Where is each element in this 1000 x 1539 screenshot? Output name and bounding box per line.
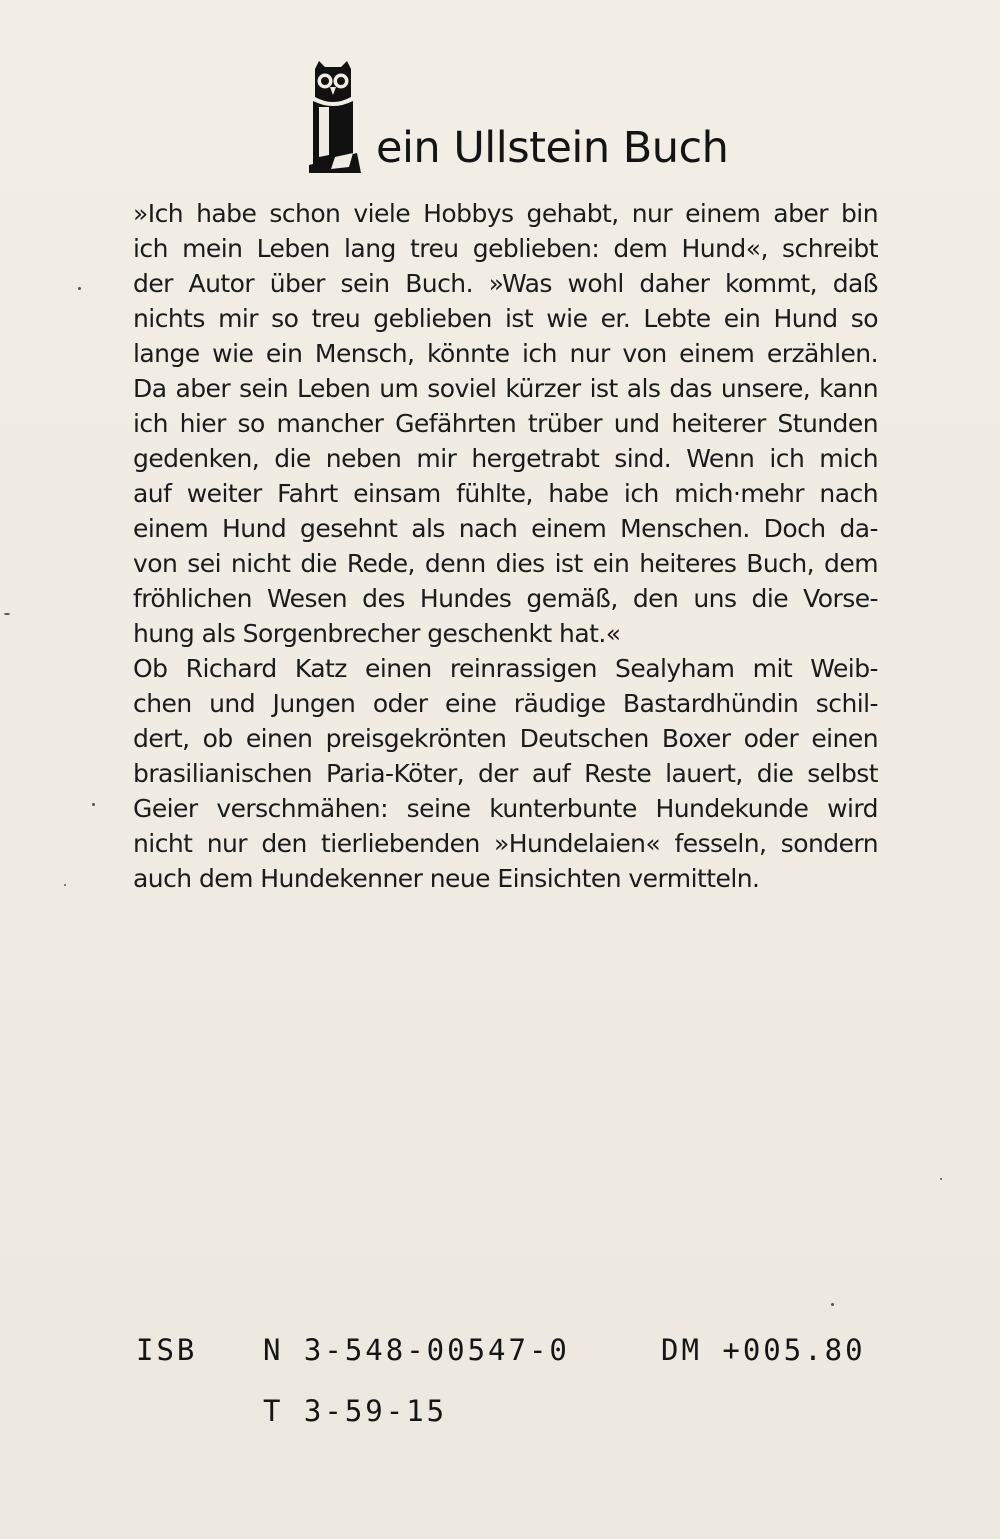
t-code: T 3-59-15 — [263, 1394, 448, 1428]
blurb-line: fröhlichen Wesen des Hundes gemäß, den uns die Vorse- — [133, 584, 878, 613]
blurb-line: Ob Richard Katz einen reinrassigen Sealyham mit Weib- — [133, 654, 878, 683]
blurb-line: nichts mir so treu geblieben ist wie er. Lebte ein Hund so — [133, 304, 878, 333]
blurb-text — [133, 196, 878, 896]
blurb-line: lange wie ein Mensch, könnte ich nur von einem erzählen. — [133, 339, 878, 368]
blurb-line: dert, ob einen preisgekrönten Deutschen Boxer oder einen — [133, 724, 878, 753]
blurb-line: chen und Jungen oder eine räudige Bastardhündin schil- — [133, 689, 878, 718]
paper-speck — [78, 287, 81, 290]
publisher-logo — [300, 55, 740, 180]
blurb-line: einem Hund gesehnt als nach einem Menschen. Doch da- — [133, 514, 878, 543]
publisher-name: ein Ullstein Buch — [376, 123, 729, 173]
paper-speck — [940, 1178, 942, 1180]
paper-speck — [64, 884, 66, 886]
blurb-line: auch dem Hundekenner neue Einsichten vermitteln. — [133, 864, 760, 893]
blurb-line: von sei nicht die Rede, denn dies ist ein heiteres Buch, dem — [133, 549, 878, 578]
paper-speck — [831, 1303, 834, 1306]
blurb-line: Geier verschmähen: seine kunterbunte Hundekunde wird — [133, 794, 878, 823]
blurb-line: der Autor über sein Buch. »Was wohl daher kommt, daß — [133, 269, 878, 298]
blurb-line: gedenken, die neben mir hergetrabt sind. Wenn ich mich — [133, 444, 878, 473]
blurb-line: brasilianischen Paria-Köter, der auf Reste lauert, die selbst — [133, 759, 878, 788]
paper-speck — [4, 613, 10, 615]
blurb-line: auf weiter Fahrt einsam fühlte, habe ich mich·mehr nach — [133, 479, 878, 508]
price-code: DM +005.80 — [661, 1333, 866, 1367]
blurb-line: ich hier so mancher Gefährten trüber und heiterer Stunden — [133, 409, 878, 438]
blurb-line: ich mein Leben lang treu geblieben: dem Hund«, schreibt — [133, 234, 878, 263]
paper-speck — [92, 803, 95, 806]
owl-icon — [305, 57, 361, 175]
blurb-line: nicht nur den tierliebenden »Hundelaien« fesseln, sondern — [133, 829, 878, 858]
isbn-prefix: ISB — [136, 1333, 198, 1367]
isbn-number: N 3-548-00547-0 — [263, 1333, 570, 1367]
blurb-line: hung als Sorgenbrecher geschenkt hat.« — [133, 619, 621, 648]
blurb-line: »Ich habe schon viele Hobbys gehabt, nur einem aber bin — [133, 199, 878, 228]
blurb-line: Da aber sein Leben um soviel kürzer ist als das unsere, kann — [133, 374, 878, 403]
